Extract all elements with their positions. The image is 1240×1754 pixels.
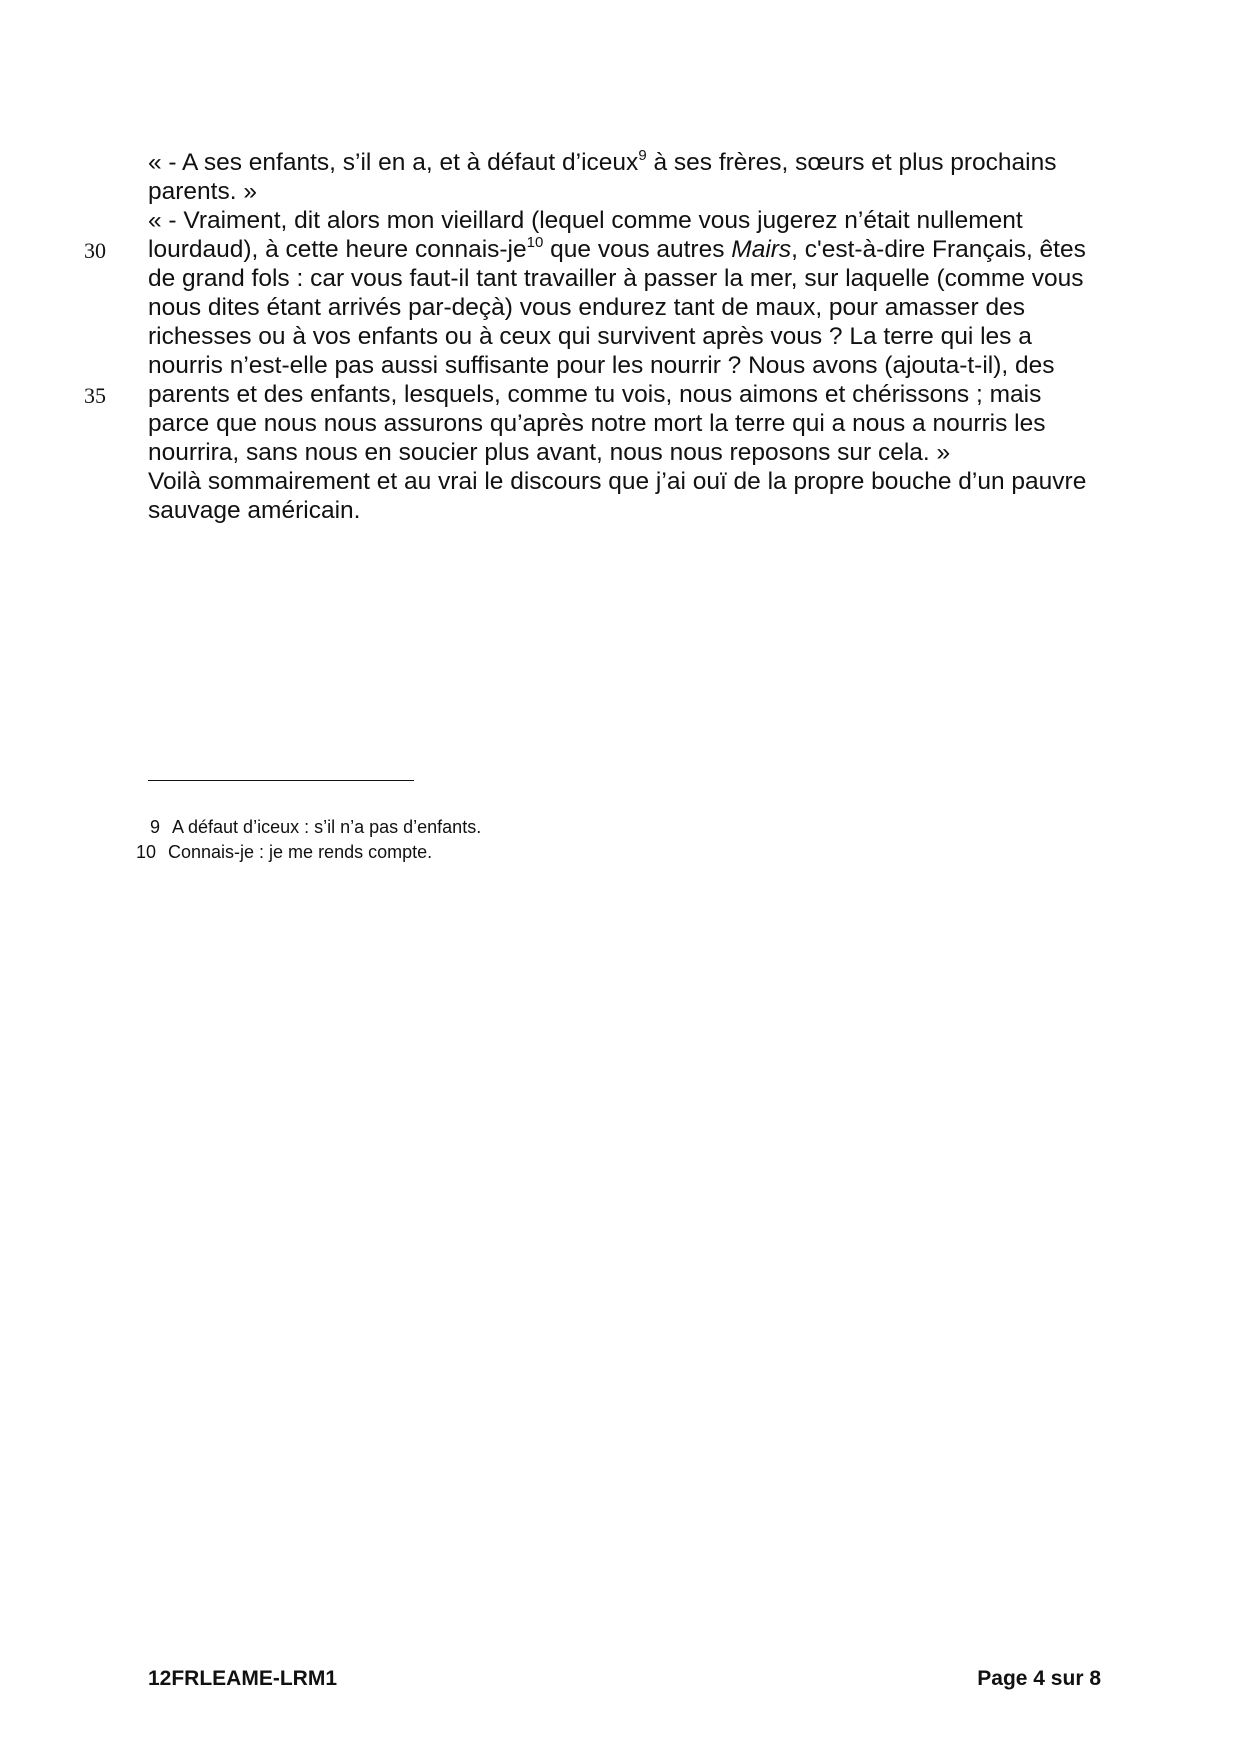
text-line-11: nourrira, sans nous en soucier plus avant, nous nous reposons sur cela. » — [148, 439, 951, 466]
text-line-9: parents et des enfants, lesquels, comme tu vois, nous aimons et chérissons ; mais — [148, 381, 1042, 408]
italic-term: Mairs — [731, 236, 792, 263]
text-line-10: parce que nous nous assurons qu’après notre mort la terre qui a nous a nourris les — [148, 410, 1046, 437]
footnote-separator — [148, 780, 414, 781]
footnote-number: 10 — [135, 842, 156, 862]
footnote-text: A défaut d’iceux : s’il n’a pas d’enfants. — [172, 817, 482, 837]
text-segment: « - A ses enfants, s’il en a, et à défaut d’iceux — [148, 149, 639, 176]
text-line-12: Voilà sommairement et au vrai le discours que j’ai ouï de la propre bouche d’un pauvre — [148, 468, 1087, 495]
footnote-ref-9[interactable]: 9 — [638, 146, 647, 164]
footnote-number: 9 — [149, 817, 160, 837]
text-line-8: nourris n’est-elle pas aussi suffisante pour les nourrir ? Nous avons (ajouta-t-il), des — [148, 352, 1055, 379]
text-line-3: « - Vraiment, dit alors mon vieillard (lequel comme vous jugerez n’était nullement — [148, 207, 1023, 234]
text-line-1 — [148, 148, 1057, 177]
text-line-6: nous dites étant arrivés par-deçà) vous endurez tant de maux, pour amasser des — [148, 294, 1026, 321]
text-segment: que vous autres — [543, 236, 732, 263]
text-segment: , c'est-à-dire Français, êtes — [791, 236, 1086, 263]
text-line-4 — [148, 235, 1086, 264]
footnote-ref-10[interactable]: 10 — [526, 233, 544, 251]
text-line-5: de grand fols : car vous faut-il tant travailler à passer la mer, sur laquelle (comme vous — [148, 265, 1084, 292]
text-segment: à ses frères, sœurs et plus prochains — [646, 149, 1057, 176]
text-line-13: sauvage américain. — [148, 497, 361, 524]
line-number-35: 35 — [84, 383, 106, 408]
footer-document-code: 12FRLEAME-LRM1 — [148, 1667, 338, 1690]
line-number-30: 30 — [84, 238, 106, 263]
footer-page-number: Page 4 sur 8 — [977, 1667, 1101, 1690]
text-line-7: richesses ou à vos enfants ou à ceux qui survivent après vous ? La terre qui les a — [148, 323, 1032, 350]
text-segment: lourdaud), à cette heure connais-je — [148, 236, 527, 263]
text-line-2: parents. » — [148, 178, 257, 205]
footnote-text: Connais-je : je me rends compte. — [168, 842, 433, 862]
